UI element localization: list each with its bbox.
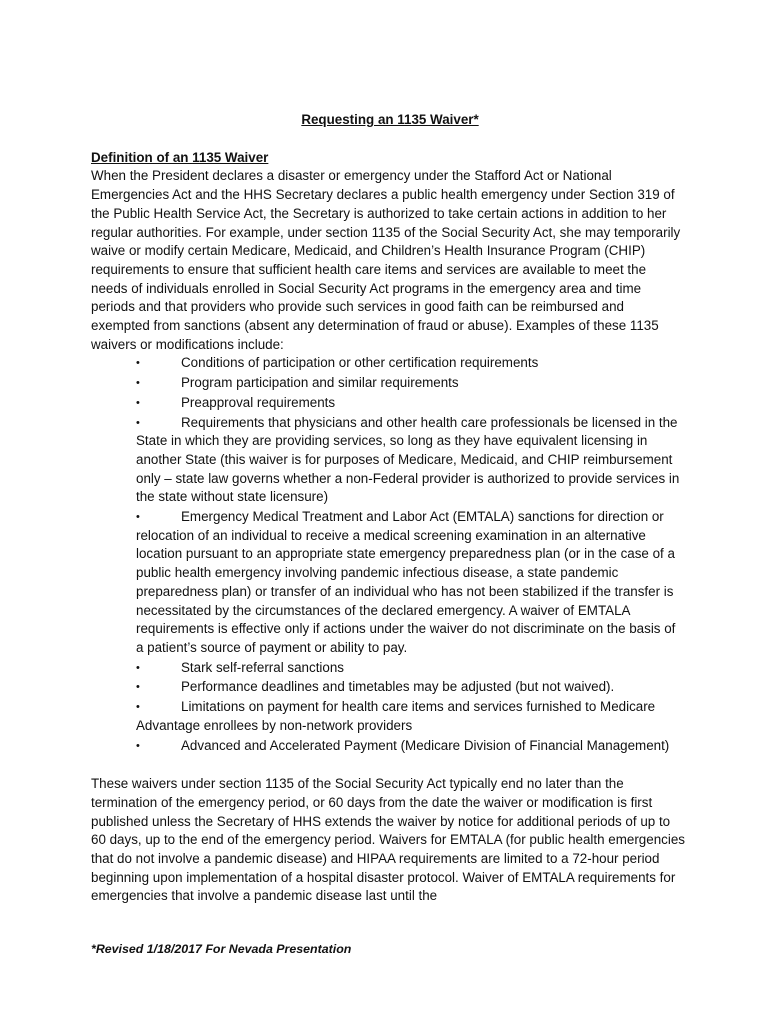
bullet-icon: • bbox=[136, 396, 140, 409]
list-item-text: Limitations on payment for health care items and services furnished to Medicare Advantage enrollees by non-network providers bbox=[136, 699, 656, 733]
list-item bbox=[136, 508, 685, 658]
intro-paragraph: When the President declares a disaster or emergency under the Stafford Act or National Emergencies Act and the HHS Secretary declares a public health emergency under Section 319 of the Public Health Service Act, the Secretary is authorized to take certain actions in addition to her regular authorities. For example, under section 1135 of the Social Security Act, she may temporarily waive or modify certain Medicare, Medicaid, and Children’s Health Insurance Program (CHIP) requirements to ensure that sufficient health care items and services are available to meet the needs of individuals enrolled in Social Security Act programs in the emergency area and time periods and that providers who provide such services in good faith can be reimbursed and exempted from sanctions (absent any determination of fraud or abuse). Examples of these 1135 waivers or modifications include: bbox=[91, 168, 681, 352]
list-item-text: Advanced and Accelerated Payment (Medicare Division of Financial Management) bbox=[181, 737, 670, 753]
list-item bbox=[136, 394, 685, 413]
list-item bbox=[136, 737, 685, 756]
document-title: Requesting an 1135 Waiver* bbox=[301, 112, 479, 127]
document-body bbox=[91, 111, 685, 906]
paragraph-spacer bbox=[91, 756, 685, 775]
list-item-text: Program participation and similar requirements bbox=[181, 375, 459, 391]
bullet-icon: • bbox=[136, 377, 140, 390]
list-item bbox=[136, 414, 685, 508]
list-item-text: Performance deadlines and timetables may be adjusted (but not waived). bbox=[181, 679, 615, 695]
bullet-icon: • bbox=[136, 511, 140, 524]
list-item bbox=[136, 659, 685, 678]
bullet-icon: • bbox=[136, 739, 140, 752]
list-item-text: Preapproval requirements bbox=[181, 394, 336, 410]
list-item bbox=[136, 374, 685, 393]
list-item-text: Emergency Medical Treatment and Labor Act (EMTALA) sanctions for direction or relocation of an individual to receive a medical screening examination in an alternative location pursuant to an appropriate state emergency preparedness plan (or in the case of a public health emergency involving pandemic infectious disease, a state pandemic preparedness plan) or transfer of an individual who has not been stabilized if the transfer is necessitated by the circumstances of the declared emergency. A waiver of EMTALA requirements is effective only if actions under the waiver do not discriminate on the basis of a patient’s source of payment or ability to pay. bbox=[136, 509, 676, 655]
list-item-text: Stark self-referral sanctions bbox=[181, 659, 344, 675]
revision-footer-note: *Revised 1/18/2017 For Nevada Presentation bbox=[91, 942, 352, 956]
list-item bbox=[136, 354, 685, 373]
bullet-icon: • bbox=[136, 661, 140, 674]
waiver-examples-list bbox=[91, 354, 685, 755]
bullet-icon: • bbox=[136, 681, 140, 694]
section-heading: Definition of an 1135 Waiver bbox=[91, 149, 269, 165]
list-item bbox=[136, 698, 685, 735]
bullet-icon: • bbox=[136, 701, 140, 714]
bullet-icon: • bbox=[136, 416, 140, 429]
list-item-text: Conditions of participation or other certification requirements bbox=[181, 355, 539, 371]
duration-paragraph: These waivers under section 1135 of the Social Security Act typically end no later than the termination of the emergency period, or 60 days from the date the waiver or modification is first published unless the Secretary of HHS extends the waiver by notice for additional periods of up to 60 days, up to the end of the emergency period. Waivers for EMTALA (for public health emergencies that do not involve a pandemic disease) and HIPAA requirements are limited to a 72-hour period beginning upon implementation of a hospital disaster protocol. Waiver of EMTALA requirements for emergencies that involve a pandemic disease last until the bbox=[91, 776, 685, 904]
list-item bbox=[136, 678, 685, 697]
bullet-icon: • bbox=[136, 357, 140, 370]
list-item-text: Requirements that physicians and other health care professionals be licensed in the State in which they are providing services, so long as they have equivalent licensing in another State (this waiver is for purposes of Medicare, Medicaid, and CHIP reimbursement only – state law governs whether a non-Federal provider is authorized to provide services in the state without state licensure) bbox=[136, 414, 680, 505]
